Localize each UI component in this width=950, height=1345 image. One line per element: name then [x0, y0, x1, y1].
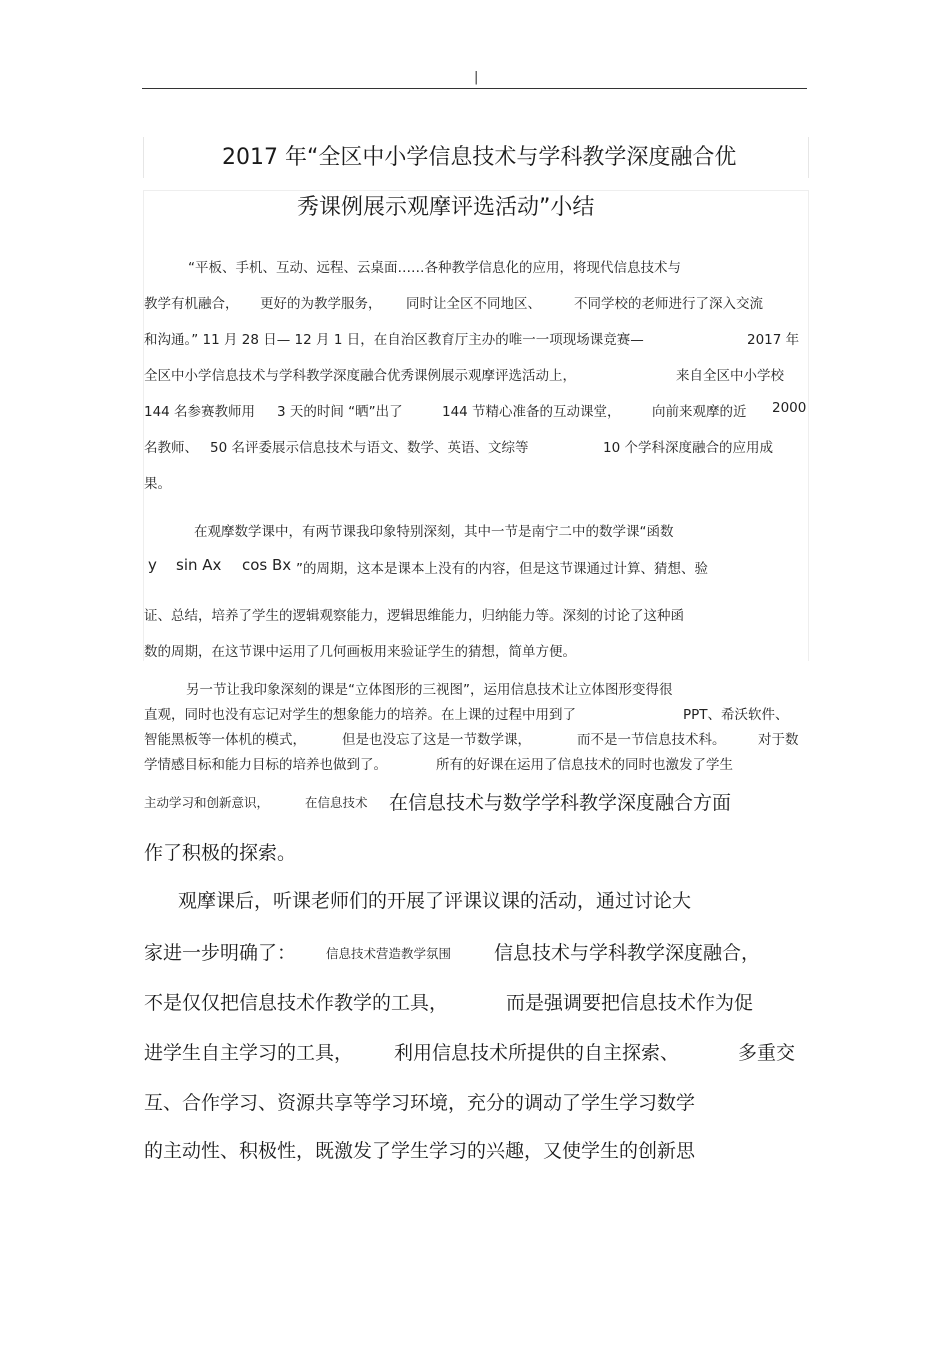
formula-sin: sin Ax	[176, 556, 222, 574]
p4-line6: 的主动性、积极性，既激发了学生学习的兴趣，又使学生的创新思	[144, 1140, 696, 1162]
p3-line3d: 对于数	[758, 732, 799, 748]
p1-line5b: 3 天的时间 “晒”出了	[277, 404, 403, 420]
p3-line1: 另一节让我印象深刻的课是“立体图形的三视图”，运用信息技术让立体图形变得很	[186, 682, 673, 698]
p1-line1: “平板、手机、互动、远程、云桌面……各种教学信息化的应用，将现代信息技术与	[188, 260, 681, 276]
p1-line7: 果。	[144, 476, 171, 492]
p4-line4c: 多重交	[738, 1042, 796, 1064]
p1-line6b: 50 名评委展示信息技术与语文、数学、英语、文综等	[210, 440, 529, 456]
p1-line4a: 全区中小学信息技术与学科教学深度融合优秀课例展示观摩评选活动上，	[144, 368, 576, 384]
p3-line6: 作了积极的探索。	[144, 842, 297, 864]
p3-line4b: 所有的好课在运用了信息技术的同时也激发了学生	[436, 757, 733, 773]
p1-line6a: 名教师、	[144, 440, 198, 456]
page-title-line2: 秀课例展示观摩评选活动”小结	[297, 195, 595, 220]
p4-line5: 互、合作学习、资源共享等学习环境，充分的调动了学生学习数学	[144, 1092, 696, 1114]
p4-line4a: 进学生自主学习的工具，	[144, 1042, 354, 1064]
p4-line2c: 信息技术与学科教学深度融合，	[494, 942, 761, 964]
p1-line2c: 同时让全区不同地区、	[406, 296, 541, 312]
p1-line5e: 2000	[772, 400, 807, 416]
p1-line6c: 10 个学科深度融合的应用成	[603, 440, 773, 456]
p3-line3c: 而不是一节信息技术科。	[577, 732, 726, 748]
header-rule	[142, 88, 807, 89]
header-mark: |	[474, 70, 479, 85]
p3-line3b: 但是也没忘了这是一节数学课，	[342, 732, 531, 748]
p1-line5d: 向前来观摩的近	[652, 404, 747, 420]
p3-line4a: 学情感目标和能力目标的培养也做到了。	[144, 757, 387, 773]
p3-line3a: 智能黑板等一体机的模式，	[144, 732, 306, 748]
p2-line3: 证、总结，培养了学生的逻辑观察能力，逻辑思维能力，归纳能力等。深刻的讨论了这种函	[144, 608, 684, 624]
p3-line5b: 在信息技术	[305, 795, 368, 810]
p4-line1: 观摩课后，听课老师们的开展了评课议课的活动，通过讨论大	[178, 890, 692, 912]
p3-line2b: PPT、希沃软件、	[683, 707, 789, 723]
p1-line2a: 教学有机融合，	[144, 296, 239, 312]
formula-cos: cos Bx	[242, 556, 292, 574]
p1-line3b: 2017 年	[747, 332, 800, 348]
p1-line5c: 144 节精心准备的互动课堂，	[442, 404, 621, 420]
p4-line4b: 利用信息技术所提供的自主探索、	[394, 1042, 680, 1064]
p3-line5c: 在信息技术与数学学科教学深度融合方面	[389, 792, 732, 814]
p1-line2b: 更好的为教学服务，	[260, 296, 382, 312]
p4-line3b: 而是强调要把信息技术作为促	[506, 992, 754, 1014]
p2-line4: 数的周期，在这节课中运用了几何画板用来验证学生的猜想，简单方便。	[144, 644, 576, 660]
p1-line2d: 不同学校的老师进行了深入交流	[574, 296, 763, 312]
p1-line3a: 和沟通。” 11 月 28 日— 12 月 1 日，在自治区教育厅主办的唯一一项现场课竞赛—	[144, 332, 644, 348]
page-title-line1: 2017 年“全区中小学信息技术与学科教学深度融合优	[222, 145, 737, 170]
p2-line1: 在观摩数学课中，有两节课我印象特别深刻，其中一节是南宁二中的数学课“函数	[194, 524, 674, 540]
p3-line5a: 主动学习和创新意识，	[144, 795, 270, 810]
p3-line2a: 直观，同时也没有忘记对学生的想象能力的培养。在上课的过程中用到了	[144, 707, 576, 723]
p4-line2b: 信息技术营造教学氛围	[326, 946, 452, 961]
p2-line2: ”的周期，这本是课本上没有的内容，但是这节课通过计算、猜想、验	[296, 561, 708, 577]
p4-line2a: 家进一步明确了：	[144, 942, 297, 964]
p1-line4b: 来自全区中小学校	[676, 368, 784, 384]
p4-line3a: 不是仅仅把信息技术作教学的工具，	[144, 992, 449, 1014]
formula-y: y	[148, 556, 157, 574]
p1-line5a: 144 名参赛教师用	[144, 404, 256, 420]
